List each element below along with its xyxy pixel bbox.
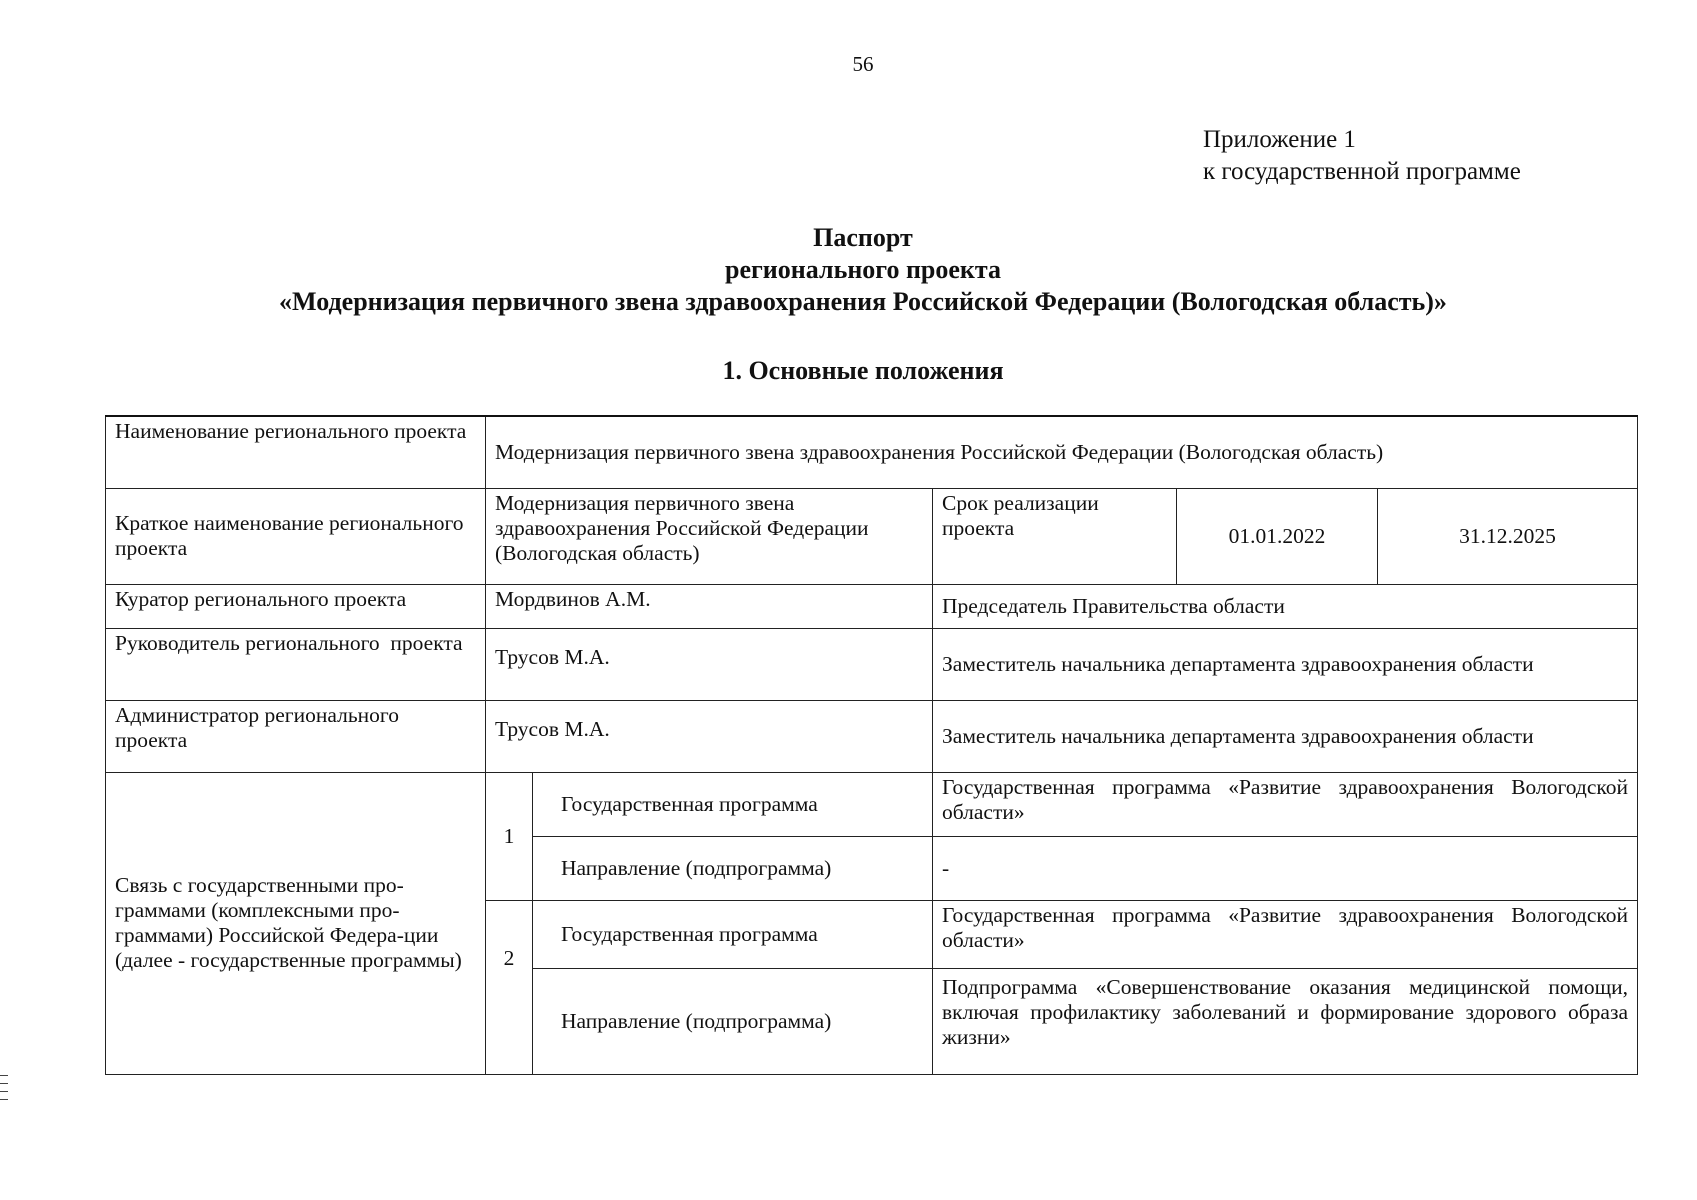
link-1-direction-value: - bbox=[933, 836, 1638, 900]
table-row bbox=[106, 488, 1638, 584]
table-row bbox=[106, 416, 1638, 488]
scan-edge-marks bbox=[0, 1075, 8, 1107]
appendix-line-2: к государственной программе bbox=[1203, 158, 1521, 185]
curator-label-cell: Куратор регионального проекта bbox=[106, 584, 486, 628]
link-1-program-label: Государственная программа bbox=[533, 772, 933, 836]
head-label-cell: Руководитель регионального проекта bbox=[106, 628, 486, 700]
appendix-line-1: Приложение 1 bbox=[1203, 126, 1356, 153]
title-line-2: регионального проекта bbox=[724, 255, 1002, 284]
head-name-cell: Трусов М.А. bbox=[486, 628, 933, 700]
table-row bbox=[106, 700, 1638, 772]
document-title bbox=[0, 222, 1697, 318]
page-number: 56 bbox=[852, 52, 874, 76]
links-label-cell: Связь с государственными про-граммами (комплексными про-граммами) Российской Федера-ции (далее - государственные программы) bbox=[106, 772, 486, 1074]
name-value-cell: Модернизация первичного звена здравоохранения Российской Федерации (Вологодская область) bbox=[486, 416, 1638, 488]
table-row bbox=[106, 628, 1638, 700]
table-row bbox=[106, 584, 1638, 628]
short-name-label-cell: Краткое наименование регионального проекта bbox=[106, 488, 486, 584]
curator-position-cell: Председатель Правительства области bbox=[933, 584, 1638, 628]
term-end-cell: 31.12.2025 bbox=[1378, 488, 1638, 584]
short-name-value-cell: Модернизация первичного звена здравоохранения Российской Федерации (Вологодская область) bbox=[486, 488, 933, 584]
admin-name-cell: Трусов М.А. bbox=[486, 700, 933, 772]
curator-name-cell: Мордвинов А.М. bbox=[486, 584, 933, 628]
name-label-cell: Наименование регионального проекта bbox=[106, 416, 486, 488]
table-row bbox=[106, 772, 1638, 836]
link-number-2: 2 bbox=[486, 900, 533, 1074]
appendix-note bbox=[1203, 124, 1521, 188]
title-line-3: «Модернизация первичного звена здравоохранения Российской Федерации (Вологодская область)» bbox=[279, 287, 1447, 316]
link-number-1: 1 bbox=[486, 772, 533, 900]
link-2-direction-value: Подпрограмма «Совершенствование оказания медицинской помощи, включая профилактику заболеваний и формирование здорового образа жизни» bbox=[933, 968, 1638, 1074]
title-line-1: Паспорт bbox=[813, 223, 913, 252]
admin-label-cell: Администратор регионального проекта bbox=[106, 700, 486, 772]
term-start-cell: 01.01.2022 bbox=[1177, 488, 1378, 584]
link-2-direction-label: Направление (подпрограмма) bbox=[533, 968, 933, 1074]
link-2-program-label: Государственная программа bbox=[533, 900, 933, 968]
head-position-cell: Заместитель начальника департамента здравоохранения области bbox=[933, 628, 1638, 700]
passport-table bbox=[105, 415, 1638, 1075]
link-1-direction-label: Направление (подпрограмма) bbox=[533, 836, 933, 900]
admin-position-cell: Заместитель начальника департамента здравоохранения области bbox=[933, 700, 1638, 772]
term-label-cell: Срок реализации проекта bbox=[933, 488, 1177, 584]
section-heading: 1. Основные положения bbox=[722, 356, 1004, 385]
link-1-program-value: Государственная программа «Развитие здравоохранения Вологодской области» bbox=[933, 772, 1638, 836]
link-2-program-value: Государственная программа «Развитие здравоохранения Вологодской области» bbox=[933, 900, 1638, 968]
